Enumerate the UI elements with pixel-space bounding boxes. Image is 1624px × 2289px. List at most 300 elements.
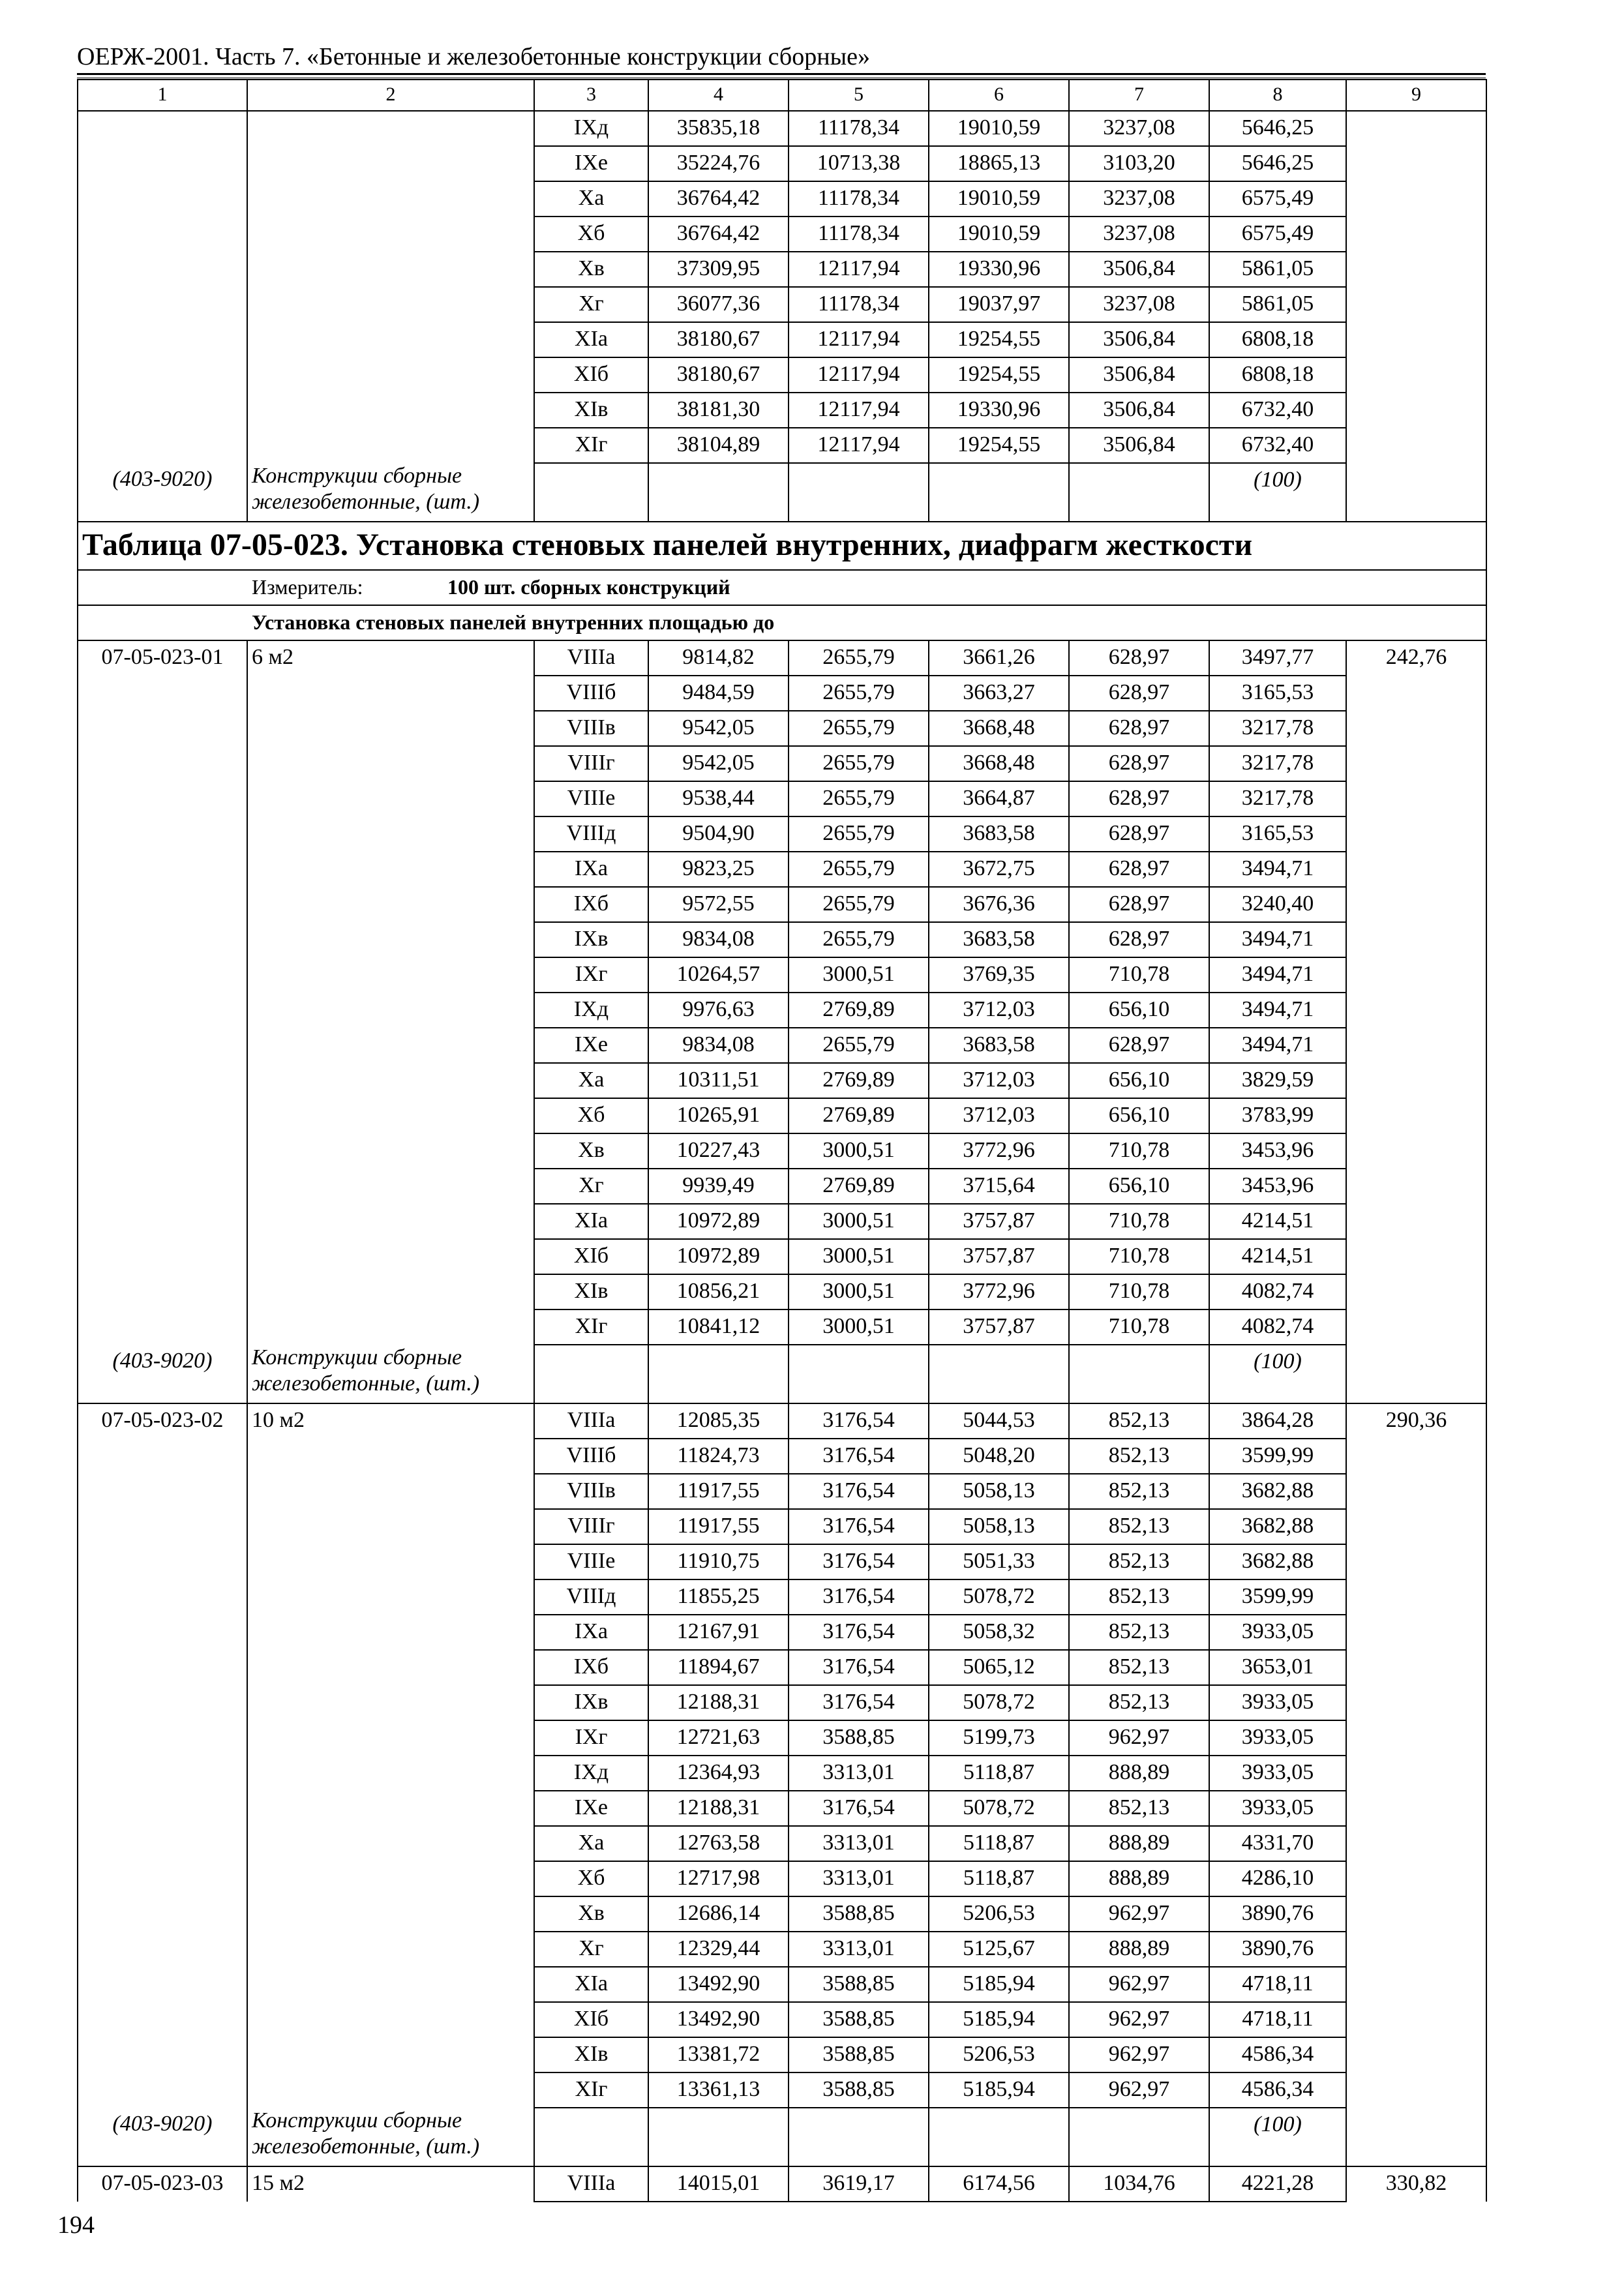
zone-cell: Xа xyxy=(534,181,648,217)
table-title: Таблица 07-05-023. Установка стеновых панелей внутренних, диафрагм жесткости xyxy=(78,522,1486,570)
table-row xyxy=(78,1861,1486,1896)
value-cell: 3933,05 xyxy=(1209,1615,1346,1650)
value-cell: 5125,67 xyxy=(929,1932,1069,1967)
value-cell: 11894,67 xyxy=(648,1650,789,1685)
zone-cell: VIIIе xyxy=(534,781,648,816)
table-row xyxy=(78,711,1486,746)
table-row xyxy=(78,1239,1486,1274)
value-cell: 3494,71 xyxy=(1209,852,1346,887)
zone-cell: XIа xyxy=(534,322,648,357)
zone-cell: XIг xyxy=(534,428,648,463)
resource-name: Конструкции сборные железобетонные, (шт.) xyxy=(247,1345,534,1403)
item-name xyxy=(247,1861,534,1896)
value-cell: 3712,03 xyxy=(929,993,1069,1028)
value-cell: 4082,74 xyxy=(1209,1309,1346,1345)
col9-cell xyxy=(1346,1239,1486,1274)
table-row xyxy=(78,746,1486,781)
value-cell: 888,89 xyxy=(1069,1932,1209,1967)
value-cell: 12717,98 xyxy=(648,1861,789,1896)
measure-label: Измеритель: xyxy=(252,575,363,599)
value-cell: 10856,21 xyxy=(648,1274,789,1309)
value-cell: 5078,72 xyxy=(929,1685,1069,1720)
empty-cell xyxy=(1069,2108,1209,2166)
zone-cell: IXа xyxy=(534,1615,648,1650)
col9-cell xyxy=(1346,1720,1486,1756)
table-row xyxy=(78,640,1486,676)
value-cell: 2655,79 xyxy=(789,676,929,711)
value-cell: 3769,35 xyxy=(929,957,1069,993)
measure-row xyxy=(78,570,1486,605)
item-code: 07-05-023-01 xyxy=(78,640,247,676)
empty-cell xyxy=(929,2108,1069,2166)
value-cell: 10972,89 xyxy=(648,1239,789,1274)
table-row xyxy=(78,1579,1486,1615)
item-code xyxy=(78,428,247,463)
table-row xyxy=(78,816,1486,852)
value-cell: 2655,79 xyxy=(789,781,929,816)
value-cell: 3829,59 xyxy=(1209,1063,1346,1098)
value-cell: 5185,94 xyxy=(929,2002,1069,2037)
value-cell: 38181,30 xyxy=(648,393,789,428)
table-row xyxy=(78,852,1486,887)
value-cell: 4221,28 xyxy=(1209,2166,1346,2202)
item-code xyxy=(78,816,247,852)
value-cell: 3663,27 xyxy=(929,676,1069,711)
value-cell: 3494,71 xyxy=(1209,1028,1346,1063)
item-name xyxy=(247,1579,534,1615)
table-row xyxy=(78,1274,1486,1309)
value-cell: 628,97 xyxy=(1069,781,1209,816)
table-row xyxy=(78,393,1486,428)
item-name: 15 м2 xyxy=(247,2166,534,2202)
table-row xyxy=(78,1826,1486,1861)
zone-cell: IXе xyxy=(534,146,648,181)
item-name xyxy=(247,111,534,146)
col9-cell xyxy=(1346,887,1486,922)
col9-cell xyxy=(1346,711,1486,746)
value-cell: 3000,51 xyxy=(789,1204,929,1239)
table-row xyxy=(78,322,1486,357)
value-cell: 6808,18 xyxy=(1209,357,1346,393)
value-cell: 2769,89 xyxy=(789,1098,929,1133)
item-name xyxy=(247,1133,534,1169)
value-cell: 3217,78 xyxy=(1209,711,1346,746)
empty-cell xyxy=(929,1345,1069,1403)
empty-cell xyxy=(648,463,789,522)
col9-cell xyxy=(1346,393,1486,428)
table-row xyxy=(78,1967,1486,2002)
value-cell: 628,97 xyxy=(1069,887,1209,922)
item-code: 07-05-023-02 xyxy=(78,1403,247,1439)
empty-cell xyxy=(534,463,648,522)
table-row xyxy=(78,2166,1486,2202)
value-cell: 3176,54 xyxy=(789,1791,929,1826)
item-name xyxy=(247,2002,534,2037)
item-code xyxy=(78,1439,247,1474)
value-cell: 5861,05 xyxy=(1209,252,1346,287)
value-cell: 962,97 xyxy=(1069,2072,1209,2108)
value-cell: 5048,20 xyxy=(929,1439,1069,1474)
value-cell: 2769,89 xyxy=(789,993,929,1028)
value-cell: 3000,51 xyxy=(789,1309,929,1345)
value-cell: 3757,87 xyxy=(929,1204,1069,1239)
table-row xyxy=(78,1896,1486,1932)
value-cell: 9538,44 xyxy=(648,781,789,816)
value-cell: 3668,48 xyxy=(929,711,1069,746)
table-row xyxy=(78,1204,1486,1239)
item-code xyxy=(78,1098,247,1133)
value-cell: 3176,54 xyxy=(789,1474,929,1509)
value-cell: 4586,34 xyxy=(1209,2072,1346,2108)
value-cell: 2655,79 xyxy=(789,816,929,852)
value-cell: 3619,17 xyxy=(789,2166,929,2202)
col9-cell xyxy=(1346,1439,1486,1474)
zone-cell: IXг xyxy=(534,1720,648,1756)
value-cell: 3313,01 xyxy=(789,1756,929,1791)
value-cell: 3588,85 xyxy=(789,1967,929,2002)
value-cell: 3890,76 xyxy=(1209,1896,1346,1932)
value-cell: 3772,96 xyxy=(929,1274,1069,1309)
col9-cell xyxy=(1346,1509,1486,1544)
zone-cell: IXг xyxy=(534,957,648,993)
value-cell: 3668,48 xyxy=(929,746,1069,781)
empty-cell xyxy=(1346,463,1486,522)
value-cell: 11178,34 xyxy=(789,181,929,217)
zone-cell: Xа xyxy=(534,1826,648,1861)
zone-cell: Xв xyxy=(534,1896,648,1932)
value-cell: 13381,72 xyxy=(648,2037,789,2072)
value-cell: 10713,38 xyxy=(789,146,929,181)
value-cell: 3676,36 xyxy=(929,887,1069,922)
value-cell: 36077,36 xyxy=(648,287,789,322)
value-cell: 9542,05 xyxy=(648,711,789,746)
value-cell: 12117,94 xyxy=(789,252,929,287)
value-cell: 1034,76 xyxy=(1069,2166,1209,2202)
item-code xyxy=(78,957,247,993)
value-cell: 2655,79 xyxy=(789,640,929,676)
empty-cell xyxy=(534,1345,648,1403)
resource-code: (403-9020) xyxy=(78,463,247,522)
table-row xyxy=(78,676,1486,711)
value-cell: 11178,34 xyxy=(789,111,929,146)
value-cell: 628,97 xyxy=(1069,676,1209,711)
value-cell: 852,13 xyxy=(1069,1685,1209,1720)
col9-cell xyxy=(1346,1826,1486,1861)
value-cell: 3757,87 xyxy=(929,1239,1069,1274)
value-cell: 12085,35 xyxy=(648,1403,789,1439)
value-cell: 13492,90 xyxy=(648,2002,789,2037)
value-cell: 19010,59 xyxy=(929,217,1069,252)
value-cell: 12117,94 xyxy=(789,393,929,428)
item-name xyxy=(247,1439,534,1474)
value-cell: 962,97 xyxy=(1069,1967,1209,2002)
value-cell: 12117,94 xyxy=(789,428,929,463)
item-code: 07-05-023-03 xyxy=(78,2166,247,2202)
item-name xyxy=(247,393,534,428)
value-cell: 3237,08 xyxy=(1069,181,1209,217)
value-cell: 3588,85 xyxy=(789,1720,929,1756)
item-name xyxy=(247,922,534,957)
value-cell: 12188,31 xyxy=(648,1791,789,1826)
item-name xyxy=(247,1615,534,1650)
value-cell: 852,13 xyxy=(1069,1791,1209,1826)
value-cell: 3165,53 xyxy=(1209,676,1346,711)
zone-cell: VIIIв xyxy=(534,711,648,746)
table-row xyxy=(78,146,1486,181)
table-row xyxy=(78,111,1486,146)
value-cell: 3494,71 xyxy=(1209,993,1346,1028)
item-name xyxy=(247,993,534,1028)
value-cell: 5078,72 xyxy=(929,1579,1069,1615)
value-cell: 3497,77 xyxy=(1209,640,1346,676)
item-name xyxy=(247,957,534,993)
col9-cell: 290,36 xyxy=(1346,1403,1486,1439)
item-code xyxy=(78,922,247,957)
value-cell: 3588,85 xyxy=(789,2002,929,2037)
item-name xyxy=(247,1239,534,1274)
item-code xyxy=(78,993,247,1028)
empty-cell xyxy=(1346,1345,1486,1403)
value-cell: 3682,88 xyxy=(1209,1509,1346,1544)
zone-cell: Xб xyxy=(534,217,648,252)
item-code xyxy=(78,1685,247,1720)
zone-cell: Xа xyxy=(534,1063,648,1098)
value-cell: 2769,89 xyxy=(789,1063,929,1098)
col9-cell xyxy=(1346,1650,1486,1685)
column-number: 8 xyxy=(1209,80,1346,111)
table-row xyxy=(78,781,1486,816)
value-cell: 3000,51 xyxy=(789,1274,929,1309)
item-name xyxy=(247,357,534,393)
value-cell: 3599,99 xyxy=(1209,1439,1346,1474)
value-cell: 628,97 xyxy=(1069,640,1209,676)
col9-cell xyxy=(1346,287,1486,322)
value-cell: 11910,75 xyxy=(648,1544,789,1579)
value-cell: 9834,08 xyxy=(648,922,789,957)
item-name xyxy=(247,1474,534,1509)
zone-cell: Xг xyxy=(534,287,648,322)
col9-cell xyxy=(1346,217,1486,252)
item-code xyxy=(78,1896,247,1932)
value-cell: 656,10 xyxy=(1069,1098,1209,1133)
value-cell: 6575,49 xyxy=(1209,181,1346,217)
value-cell: 3237,08 xyxy=(1069,111,1209,146)
value-cell: 3933,05 xyxy=(1209,1756,1346,1791)
item-code xyxy=(78,1967,247,2002)
empty-cell xyxy=(789,463,929,522)
rates-table-body xyxy=(78,80,1486,2202)
value-cell: 3506,84 xyxy=(1069,393,1209,428)
resource-note-row xyxy=(78,1345,1486,1403)
zone-cell: IXд xyxy=(534,1756,648,1791)
zone-cell: VIIIа xyxy=(534,2166,648,2202)
empty-cell xyxy=(1069,463,1209,522)
col9-cell xyxy=(1346,993,1486,1028)
item-code xyxy=(78,887,247,922)
value-cell: 11178,34 xyxy=(789,287,929,322)
value-cell: 10972,89 xyxy=(648,1204,789,1239)
value-cell: 852,13 xyxy=(1069,1579,1209,1615)
col9-cell xyxy=(1346,922,1486,957)
value-cell: 12721,63 xyxy=(648,1720,789,1756)
value-cell: 35835,18 xyxy=(648,111,789,146)
value-cell: 628,97 xyxy=(1069,922,1209,957)
value-cell: 3864,28 xyxy=(1209,1403,1346,1439)
item-name xyxy=(247,1544,534,1579)
zone-cell: XIв xyxy=(534,393,648,428)
table-row xyxy=(78,1028,1486,1063)
value-cell: 9823,25 xyxy=(648,852,789,887)
value-cell: 710,78 xyxy=(1069,957,1209,993)
value-cell: 10841,12 xyxy=(648,1309,789,1345)
value-cell: 3588,85 xyxy=(789,2037,929,2072)
table-row xyxy=(78,1474,1486,1509)
value-cell: 3933,05 xyxy=(1209,1685,1346,1720)
table-row xyxy=(78,1615,1486,1650)
value-cell: 3599,99 xyxy=(1209,1579,1346,1615)
value-cell: 12364,93 xyxy=(648,1756,789,1791)
value-cell: 962,97 xyxy=(1069,1896,1209,1932)
page-number: 194 xyxy=(57,2211,95,2239)
zone-cell: Xг xyxy=(534,1169,648,1204)
value-cell: 13361,13 xyxy=(648,2072,789,2108)
value-cell: 888,89 xyxy=(1069,1756,1209,1791)
value-cell: 962,97 xyxy=(1069,2037,1209,2072)
value-cell: 11824,73 xyxy=(648,1439,789,1474)
zone-cell: VIIIг xyxy=(534,746,648,781)
item-code xyxy=(78,1309,247,1345)
col9-cell xyxy=(1346,2037,1486,2072)
value-cell: 5078,72 xyxy=(929,1791,1069,1826)
value-cell: 19254,55 xyxy=(929,357,1069,393)
header-rule xyxy=(77,73,1486,75)
item-code xyxy=(78,1169,247,1204)
value-cell: 11917,55 xyxy=(648,1474,789,1509)
value-cell: 35224,76 xyxy=(648,146,789,181)
value-cell: 3165,53 xyxy=(1209,816,1346,852)
item-code xyxy=(78,852,247,887)
value-cell: 6808,18 xyxy=(1209,322,1346,357)
value-cell: 3176,54 xyxy=(789,1439,929,1474)
table-row xyxy=(78,2037,1486,2072)
value-cell: 19010,59 xyxy=(929,181,1069,217)
value-cell: 628,97 xyxy=(1069,711,1209,746)
value-cell: 710,78 xyxy=(1069,1309,1209,1345)
item-code xyxy=(78,1133,247,1169)
resource-note-row xyxy=(78,463,1486,522)
item-name xyxy=(247,746,534,781)
value-cell: 3715,64 xyxy=(929,1169,1069,1204)
item-name xyxy=(247,1204,534,1239)
value-cell: 5118,87 xyxy=(929,1756,1069,1791)
value-cell: 3672,75 xyxy=(929,852,1069,887)
value-cell: 5646,25 xyxy=(1209,146,1346,181)
table-row xyxy=(78,1509,1486,1544)
value-cell: 962,97 xyxy=(1069,2002,1209,2037)
resource-qty: (100) xyxy=(1209,2108,1346,2166)
item-code xyxy=(78,1650,247,1685)
col9-cell xyxy=(1346,1861,1486,1896)
value-cell: 38180,67 xyxy=(648,322,789,357)
value-cell: 852,13 xyxy=(1069,1544,1209,1579)
item-code xyxy=(78,1756,247,1791)
value-cell: 710,78 xyxy=(1069,1239,1209,1274)
col9-cell xyxy=(1346,1579,1486,1615)
value-cell: 36764,42 xyxy=(648,217,789,252)
zone-cell: VIIIв xyxy=(534,1474,648,1509)
value-cell: 3712,03 xyxy=(929,1098,1069,1133)
item-name xyxy=(247,2072,534,2108)
value-cell: 3176,54 xyxy=(789,1615,929,1650)
col9-cell xyxy=(1346,1756,1486,1791)
value-cell: 6174,56 xyxy=(929,2166,1069,2202)
value-cell: 3682,88 xyxy=(1209,1544,1346,1579)
item-name xyxy=(247,428,534,463)
item-name xyxy=(247,1896,534,1932)
value-cell: 3506,84 xyxy=(1069,428,1209,463)
table-row xyxy=(78,1403,1486,1439)
value-cell: 6732,40 xyxy=(1209,393,1346,428)
value-cell: 710,78 xyxy=(1069,1274,1209,1309)
col9-cell xyxy=(1346,2002,1486,2037)
rates-table xyxy=(77,79,1487,2202)
value-cell: 2655,79 xyxy=(789,1028,929,1063)
value-cell: 3176,54 xyxy=(789,1403,929,1439)
value-cell: 5206,53 xyxy=(929,2037,1069,2072)
value-cell: 3506,84 xyxy=(1069,357,1209,393)
value-cell: 5199,73 xyxy=(929,1720,1069,1756)
item-name xyxy=(247,181,534,217)
item-name xyxy=(247,146,534,181)
value-cell: 19254,55 xyxy=(929,322,1069,357)
item-name xyxy=(247,781,534,816)
resource-code: (403-9020) xyxy=(78,2108,247,2166)
value-cell: 3661,26 xyxy=(929,640,1069,676)
empty-cell xyxy=(789,2108,929,2166)
value-cell: 11917,55 xyxy=(648,1509,789,1544)
value-cell: 4286,10 xyxy=(1209,1861,1346,1896)
col9-cell xyxy=(1346,1474,1486,1509)
column-number: 4 xyxy=(648,80,789,111)
zone-cell: XIб xyxy=(534,357,648,393)
zone-cell: Xв xyxy=(534,1133,648,1169)
zone-cell: Xб xyxy=(534,1098,648,1133)
value-cell: 9504,90 xyxy=(648,816,789,852)
value-cell: 3313,01 xyxy=(789,1861,929,1896)
empty-cell xyxy=(648,2108,789,2166)
table-row xyxy=(78,357,1486,393)
value-cell: 3000,51 xyxy=(789,1133,929,1169)
table-row xyxy=(78,1098,1486,1133)
value-cell: 3000,51 xyxy=(789,957,929,993)
col9-cell xyxy=(1346,1685,1486,1720)
zone-cell: IXа xyxy=(534,852,648,887)
value-cell: 6575,49 xyxy=(1209,217,1346,252)
value-cell: 2655,79 xyxy=(789,887,929,922)
item-name xyxy=(247,676,534,711)
col9-cell xyxy=(1346,146,1486,181)
item-code xyxy=(78,711,247,746)
item-name xyxy=(247,1967,534,2002)
column-number: 1 xyxy=(78,80,247,111)
col9-cell xyxy=(1346,1791,1486,1826)
item-code xyxy=(78,1509,247,1544)
item-name xyxy=(247,1509,534,1544)
item-code xyxy=(78,781,247,816)
value-cell: 37309,95 xyxy=(648,252,789,287)
col9-cell xyxy=(1346,1028,1486,1063)
value-cell: 5118,87 xyxy=(929,1826,1069,1861)
